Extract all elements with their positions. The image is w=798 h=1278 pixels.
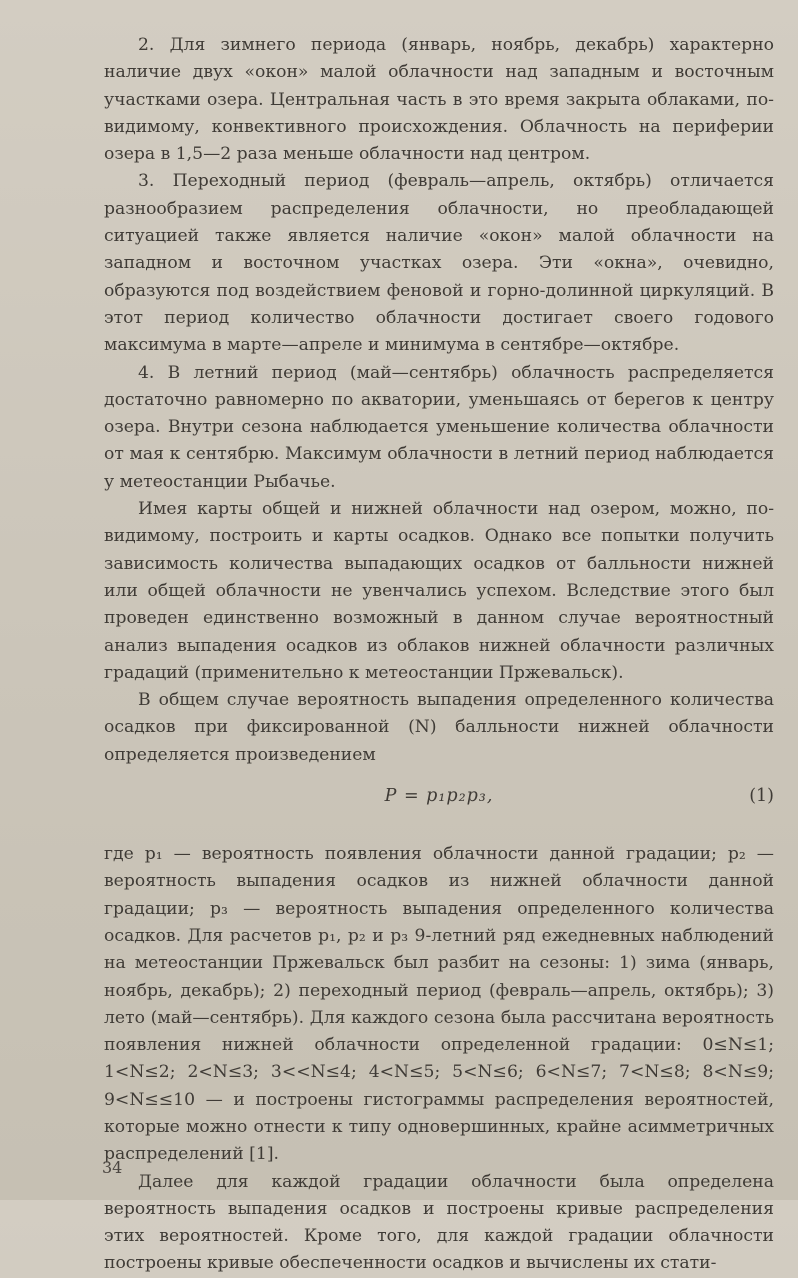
- paragraph-transition-period: 3. Переходный период (февраль—апрель, октябрь) отличается разнообразием распределения облачности, но преобладающей ситуацией также является наличие «окон» малой облачности на западном и восточном участках озера. Эти «окна», очевидно, образуются под воздействием феновой и горно-долинной циркуляций. В этот период количество облачности достигает своего годового максимума в марте—апреле и минимума в сентябре—октябре.: [104, 171, 774, 356]
- page-text: [104, 32, 774, 1278]
- formula-expression: P = p₁p₂p₃,: [384, 786, 494, 807]
- paragraph-probability-intro: В общем случае вероятность выпадения определенного количества осадков при фиксированной (N) балльности нижней облачности определяется произведением: [104, 690, 774, 765]
- page-number: 34: [102, 1158, 123, 1177]
- paragraph-further-analysis: Далее для каждой градации облачности была определена вероятность выпадения осадков и построены кривые распределения этих вероятностей. Кроме того, для каждой градации облачности построены кривые обеспеченности осадков и вычислены их стати-: [104, 1171, 774, 1274]
- paragraph-variable-definitions: где p₁ — вероятность появления облачности данной градации; p₂ — вероятность выпадения осадков из нижней облачности данной градации; p₃ — вероятность выпадения определенного количества осадков. Для расчетов p₁, p₂ и p₃ 9-летний ряд ежедневных наблюдений на метеостанции Пржевальск был разбит на сезоны: 1) зима (январь, ноябрь, декабрь); 2) переходный период (февраль—апрель, октябрь); 3) лето (май—сентябрь). Для каждого сезона была рассчитана вероятность появления нижней облачности определенной градации: 0≤N≤1; 1<N≤2; 2<N≤3; 3<<N≤4; 4<N≤5; 5<N≤6; 6<N≤7; 7<N≤8; 8<N≤9; 9<N≤≤10 — и построены гистограммы распределения вероятностей, которые можно отнести к типу одновершинных, крайне асимметричных распределений [1].: [104, 844, 774, 1165]
- paragraph-winter-period: 2. Для зимнего периода (январь, ноябрь, декабрь) характерно наличие двух «окон» малой облачности над западным и восточным участками озера. Центральная часть в это время закрыта облаками, по-видимому, конвективного происхождения. Облачность на периферии озера в 1,5—2 раза меньше облачности над центром.: [104, 35, 774, 165]
- formula-number: (1): [749, 786, 774, 807]
- paragraph-summer-period: 4. В летний период (май—сентябрь) облачность распределяется достаточно равномерно по акватории, уменьшаясь от берегов к центру озера. Внутри сезона наблюдается уменьшение количества облачности от мая к сентябрю. Максимум облачности в летний период наблюдается у метеостанции Рыбачье.: [104, 362, 774, 492]
- paragraph-precipitation-maps: Имея карты общей и нижней облачности над озером, можно, по-видимому, построить и карты осадков. Однако все попытки получить зависимость количества выпадающих осадков от балльности нижней или общей облачности не увенчались успехом. Вследствие этого был проведен единственно возможный в данном случае вероятностный анализ выпадения осадков из облаков нижней облачности различных градаций (применительно к метеостанции Пржевальск).: [104, 499, 774, 683]
- formula-block: [104, 769, 774, 841]
